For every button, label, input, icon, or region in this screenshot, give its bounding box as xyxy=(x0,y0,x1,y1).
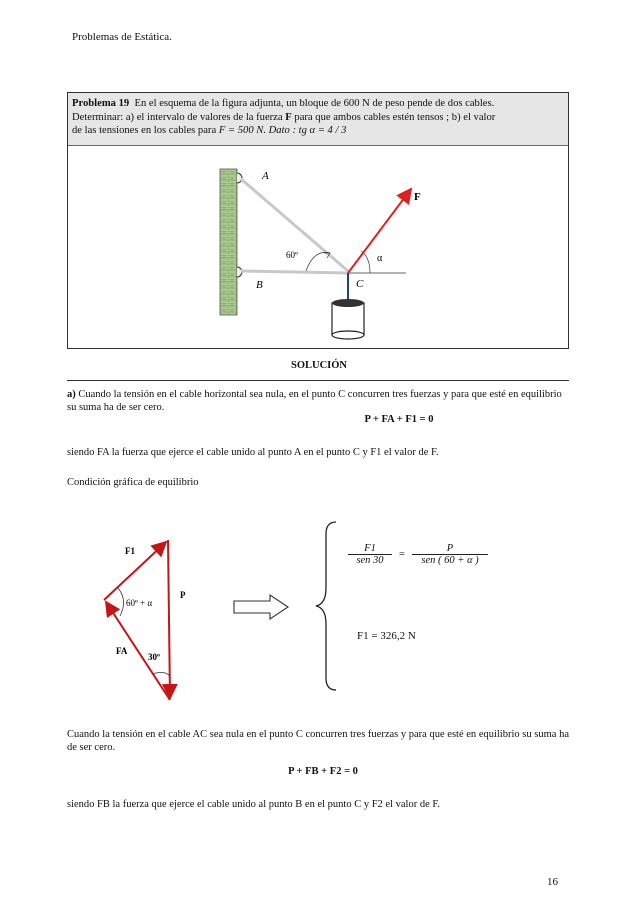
graphic-condition: Condición gráfica de equilibrio xyxy=(67,477,199,488)
siendo-2: siendo FB la fuerza que ejerce el cable unido al punto B en el punto C y F2 el valor de F. xyxy=(67,799,440,810)
page-number: 16 xyxy=(547,876,558,888)
problem-figure xyxy=(68,93,570,350)
weight-block xyxy=(332,299,364,339)
label-angle-60: 60º xyxy=(286,250,298,260)
ratio-den-left: sen 30 xyxy=(348,554,392,566)
label-b: B xyxy=(256,279,263,291)
tri-label-p: P xyxy=(180,590,186,600)
label-c: C xyxy=(356,278,364,290)
part-a-body: Cuando la tensión en el cable horizontal sea nula, en el punto C concurren tres fuerzas y para que esté en equilibrio su suma ha de ser cero. xyxy=(67,389,562,413)
tri-angle-top: 60º + α xyxy=(126,598,153,608)
brick-wall xyxy=(220,169,237,315)
tri-angle-bottom: 30º xyxy=(148,652,160,662)
vector-f1 xyxy=(104,542,166,600)
implies-arrow xyxy=(232,592,292,622)
problem-line-3-eq: F = 500 N. Dato : tg α = 4 / 3 xyxy=(218,125,347,136)
siendo-1: siendo FA la fuerza que ejerce el cable unido al punto A en el punto C y F1 el valor de F. xyxy=(67,447,439,458)
part-b-text: Cuando la tensión en el cable AC sea nula en el punto C concurren tres fuerzas y para que esté en equilibrio su suma ha de ser cero. xyxy=(67,729,569,753)
part-a-text xyxy=(67,388,569,414)
problem-line-1: En el esquema de la figura adjunta, un bloque de 600 N de peso pende de dos cables. xyxy=(134,98,495,109)
arc-bottom xyxy=(153,672,170,676)
part-a-label: a) xyxy=(67,389,76,400)
left-brace xyxy=(310,518,350,694)
ratio-equals: = xyxy=(399,549,405,560)
problem-line-2-rest: para que ambos cables estén tensos ; b) el valor xyxy=(294,111,496,123)
label-angle-alpha: α xyxy=(377,253,383,264)
label-f: F xyxy=(414,191,421,203)
solution-title: SOLUCIÓN xyxy=(290,360,347,371)
arc-60 xyxy=(306,252,330,271)
support-a xyxy=(237,173,242,183)
equation-1: P + FA + F1 = 0 xyxy=(364,414,434,425)
equation-2: P + FB + F2 = 0 xyxy=(288,766,358,777)
problem-line-3: de las tensiones en los cables para xyxy=(72,125,217,136)
problem-box xyxy=(67,92,569,349)
problem-line-2: Determinar: a) el intervalo de valores de la fuerza xyxy=(72,111,283,123)
ratio-den-right: sen ( 60 + α ) xyxy=(412,554,488,566)
tri-label-fa: FA xyxy=(116,646,128,656)
label-a: A xyxy=(262,170,269,182)
page-header: Problemas de Estática. xyxy=(72,31,172,43)
tri-label-f1: F1 xyxy=(125,546,135,556)
ratio-num-right: P xyxy=(446,543,454,554)
ratio-block xyxy=(348,543,488,566)
result-f1: F1 = 326,2 N xyxy=(357,630,416,642)
arc-top xyxy=(118,588,124,616)
ratio-num-left: F1 xyxy=(364,543,376,554)
solution-rule xyxy=(67,380,569,381)
cable-bc xyxy=(241,271,348,273)
problem-label: Problema 19 xyxy=(72,98,130,109)
problem-line-2-bold: F xyxy=(285,111,292,123)
